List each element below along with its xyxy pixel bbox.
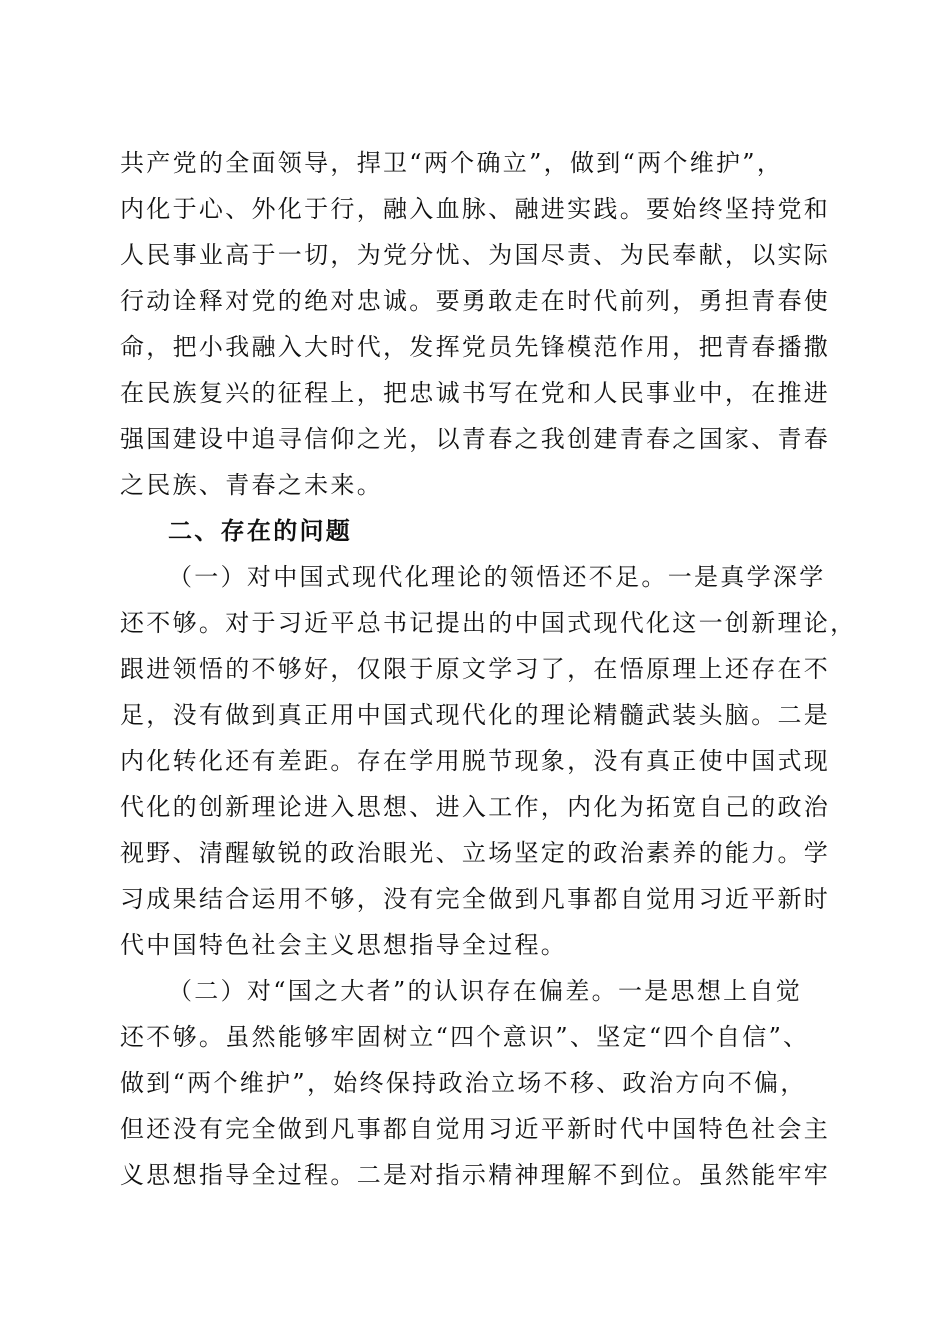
paragraph-line: 共产党的全面领导，捍卫“两个确立”，做到“两个维护”， — [120, 149, 784, 177]
paragraph-line: （二）对“国之大者”的认识存在偏差。一是思想上自觉 — [168, 977, 803, 1005]
paragraph-line: 行动诠释对党的绝对忠诚。要勇敢走在时代前列，勇担青春使 — [120, 287, 831, 315]
paragraph-line: 代化的创新理论进入思想、进入工作，内化为拓宽自己的政治 — [120, 793, 831, 821]
paragraph-line: 内化转化还有差距。存在学用脱节现象，没有真正使中国式现 — [120, 747, 831, 775]
paragraph-line: 内化于心、外化于行，融入血脉、融进实践。要始终坚持党和 — [120, 195, 831, 223]
paragraph-line: 人民事业高于一切，为党分忧、为国尽责、为民奉献，以实际 — [120, 241, 831, 269]
paragraph-line: 代中国特色社会主义思想指导全过程。 — [120, 931, 568, 959]
paragraph-line: 义思想指导全过程。二是对指示精神理解不到位。虽然能牢牢 — [120, 1161, 831, 1189]
paragraph-line: （一）对中国式现代化理论的领悟还不足。一是真学深学 — [168, 563, 826, 591]
section-heading: 二、存在的问题 — [168, 517, 353, 545]
paragraph-line: 做到“两个维护”，始终保持政治立场不移、政治方向不偏， — [120, 1069, 807, 1097]
paragraph-line: 之民族、青春之未来。 — [120, 471, 383, 499]
paragraph-line: 足，没有做到真正用中国式现代化的理论精髓武装头脑。二是 — [120, 701, 831, 729]
paragraph-line: 命，把小我融入大时代，发挥党员先锋模范作用，把青春播撒 — [120, 333, 831, 361]
paragraph-line: 跟进领悟的不够好，仅限于原文学习了，在悟原理上还存在不 — [120, 655, 831, 683]
paragraph-line: 但还没有完全做到凡事都自觉用习近平新时代中国特色社会主 — [120, 1115, 831, 1143]
paragraph-line: 习成果结合运用不够，没有完全做到凡事都自觉用习近平新时 — [120, 885, 831, 913]
paragraph-line: 视野、清醒敏锐的政治眼光、立场坚定的政治素养的能力。学 — [120, 839, 831, 867]
paragraph-line: 在民族复兴的征程上，把忠诚书写在党和人民事业中，在推进 — [120, 379, 831, 407]
paragraph-line: 强国建设中追寻信仰之光，以青春之我创建青春之国家、青春 — [120, 425, 831, 453]
paragraph-line: 还不够。对于习近平总书记提出的中国式现代化这一创新理论， — [120, 609, 857, 637]
paragraph-line: 还不够。虽然能够牢固树立“四个意识”、坚定“四个自信”、 — [120, 1023, 810, 1051]
